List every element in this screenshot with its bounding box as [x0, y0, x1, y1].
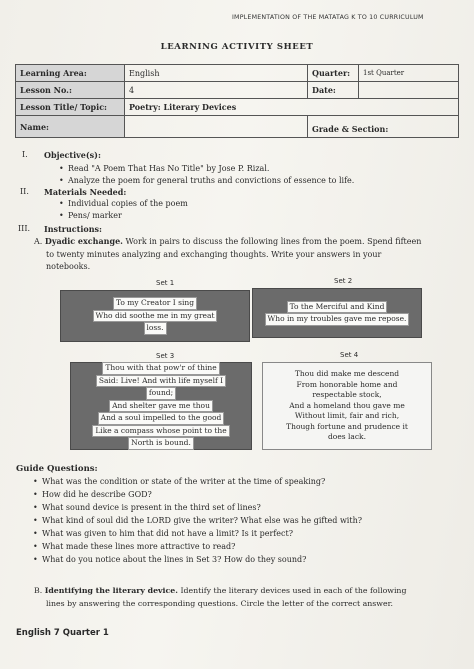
guide-questions-title: Guide Questions:: [16, 464, 98, 474]
set-3-line: And a soul impelled to the good: [98, 412, 225, 425]
learning-area-label: Learning Area:: [16, 65, 125, 82]
set-1-label: Set 1: [156, 279, 175, 287]
curriculum-header: IMPLEMENTATION OF THE MATATAG K TO 10 CURRICULUM: [232, 14, 424, 21]
set-4-line: Without limit, fair and rich,: [294, 411, 400, 421]
set-4-box: [262, 362, 432, 450]
part-a-text-2: to twenty minutes analyzing and exchanging thoughts. Write your answers in your: [46, 249, 382, 259]
set-3-line: found;: [146, 387, 176, 400]
lesson-no-label: Lesson No.:: [16, 82, 125, 99]
info-table: [15, 64, 459, 138]
set-1-line: To my Creator I sing: [113, 297, 197, 310]
material-item: • Individual copies of the poem: [68, 199, 188, 208]
quarter-value: 1st Quarter: [359, 65, 459, 82]
part-a-title: Dyadic exchange.: [44, 236, 123, 246]
set-1-line: Who did soothe me in my great: [93, 310, 218, 323]
set-3-label: Set 3: [156, 352, 175, 360]
guide-question: • How did he describe GOD?: [42, 490, 152, 499]
objectives-number: I.: [22, 150, 28, 159]
guide-question: • What do you notice about the lines in Set 3? How do they sound?: [42, 555, 306, 564]
set-3-line: Thou with that pow'r of thine: [102, 362, 219, 375]
guide-question: • What kind of soul did the LORD give the writer? What else was he gifted with?: [42, 516, 362, 525]
set-2-line: To the Merciful and Kind: [287, 301, 388, 314]
part-b-instructions: [34, 585, 470, 610]
part-b-text-1: Identify the literary devices used in each of the following: [180, 586, 407, 595]
lesson-title-label: Lesson Title/ Topic:: [16, 99, 125, 116]
set-4-line: Though fortune and prudence it: [286, 421, 408, 431]
date-field[interactable]: [359, 82, 459, 99]
quarter-label: Quarter:: [308, 65, 359, 82]
materials-heading: Materials Needed:: [44, 187, 127, 197]
lesson-no-value: 4: [125, 82, 308, 99]
learning-area-value: English: [125, 65, 308, 82]
part-a-text-3: notebooks.: [46, 262, 91, 271]
guide-question: • What made these lines more attractive to read?: [42, 542, 235, 551]
name-field[interactable]: [125, 116, 308, 138]
objectives-heading: Objective(s):: [44, 150, 101, 160]
material-item: • Pens/ marker: [68, 211, 122, 220]
grade-section-label: Grade & Section:: [308, 116, 459, 138]
set-3-line: And shelter gave me thou: [109, 400, 213, 413]
set-4-label: Set 4: [340, 351, 359, 359]
dyadic-exchange-instructions: [34, 235, 454, 274]
guide-question: • What was given to him that did not have a limit? Is it perfect?: [42, 529, 293, 538]
set-4-line: Thou did make me descend: [294, 369, 400, 379]
materials-number: II.: [20, 187, 29, 196]
part-b-title: Identifying the literary device.: [44, 586, 178, 595]
set-4-line: does lack.: [328, 432, 366, 442]
footer: English 7 Quarter 1: [16, 628, 109, 638]
part-a-letter: A.: [34, 237, 43, 246]
part-a-text-1: Work in pairs to discuss the following lines from the poem. Spend fifteen: [125, 237, 422, 246]
objective-item: • Read "A Poem That Has No Title" by Jose P. Rizal.: [68, 164, 269, 173]
page-title: LEARNING ACTIVITY SHEET: [160, 42, 314, 52]
lesson-title-value: Poetry: Literary Devices: [125, 99, 459, 116]
set-4-line: respectable stock,: [312, 390, 382, 400]
set-2-box: [252, 288, 422, 338]
objective-item: • Analyze the poem for general truths and convictions of essence to life.: [68, 176, 354, 185]
set-3-line: North is bound.: [128, 437, 194, 450]
guide-question: • What was the condition or state of the writer at the time of speaking?: [42, 477, 325, 486]
part-b-text-2: lines by answering the corresponding questions. Circle the letter of the correct answer.: [46, 598, 393, 608]
instructions-number: III.: [18, 224, 31, 233]
set-3-line: Like a compass whose point to the: [92, 425, 229, 438]
set-1-line: loss.: [144, 322, 167, 335]
part-b-letter: B.: [34, 586, 43, 595]
guide-question: • What sound device is present in the third set of lines?: [42, 503, 261, 512]
set-3-box: [70, 362, 252, 450]
date-label: Date:: [308, 82, 359, 99]
name-label: Name:: [16, 116, 125, 138]
instructions-heading: Instructions:: [44, 224, 103, 234]
set-4-line: From honorable home and: [296, 379, 398, 389]
set-2-label: Set 2: [334, 277, 353, 285]
set-3-line: Said: Live! And with life myself I: [96, 375, 226, 388]
set-1-box: [60, 290, 250, 342]
set-2-line: Who in my troubles gave me repose.: [265, 313, 410, 326]
set-4-line: And a homeland thou gave me: [289, 400, 405, 410]
